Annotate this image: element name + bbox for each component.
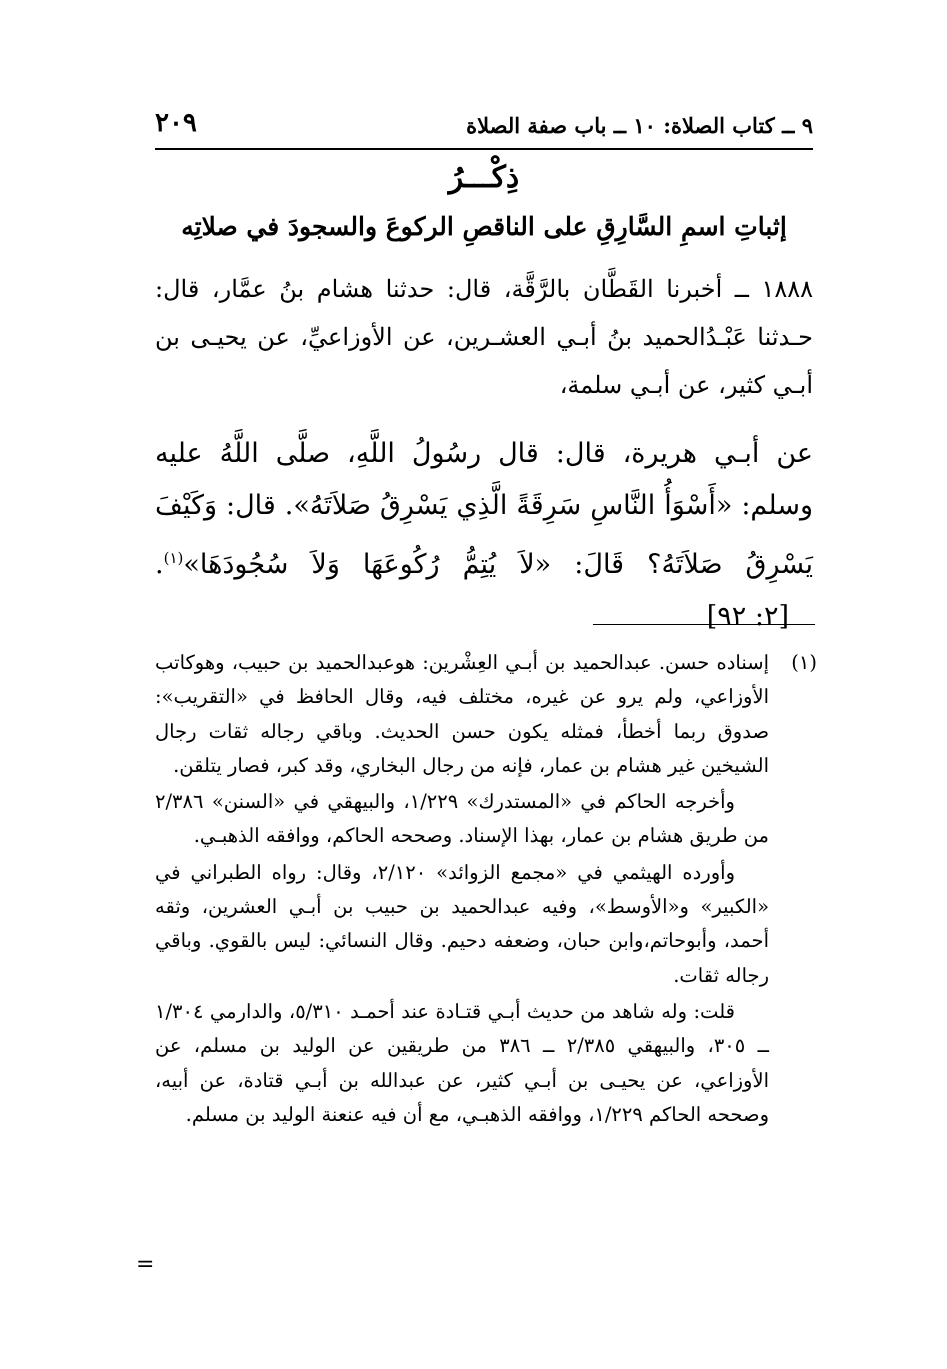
footnotes — [155, 646, 817, 1132]
section-title: إثباتِ اسمِ السَّارِقِ على الناقصِ الركوعَ والسجودَ في صلاتِه — [181, 212, 787, 241]
footnote-paragraph: قلت: وله شاهد من حديث أبـي قتـادة عند أحمـد ٥/٣١٠، والدارمي ١/٣٠٤ ــ ٣٠٥، والبيهقي ٢/٣٨٥ ــ ٣٨٦ من طريقين عن الوليد بن مسلم، عن الأوزاعي، عن يحيـى بن أبـي كثير، عن عبدالله بن أبـي قتادة، عن أبيه، وصححه الحاكم ١/٢٢٩، ووافقه الذهبـي، مع أن فيه عنعنة الوليد بن مسلم. — [155, 999, 769, 1126]
header-divider — [155, 148, 813, 150]
section-label: ذِكْـــرُ — [448, 160, 520, 195]
footnote-divider — [593, 624, 815, 625]
hadith-matn: عن أبـي هريرة، قال: قال رسُولُ اللَّهِ، صلَّى اللَّهُ عليه وسلم: «أَسْوَأُ النَّاسِ سَرِقَةً الَّذِي يَسْرِقُ صَلاَتَهُ». قال: وَكَيْفَ يَسْرِقُ صَلاَتَهُ؟ قَالَ: «لاَ يُتِمُّ رُكُوعَهَا وَلاَ سُجُودَهَا»$^{(١)}$.[٢: ٩٢] — [155, 428, 813, 643]
page-number: ٢٠٩ — [155, 108, 197, 138]
footnote-text: إسناده حسن. عبدالحميد بن أبـي العِشْرين: هوعبدالحميد بن حبيب، وهوكاتب الأوزاعي، ولم يرو عن غيره، مختلف فيه، وقال الحافظ في «التقريب»: صدوق ربما أخطأ، فمثله يكون حسن الحديث. وباقي رجاله ثقات رجال الشيخين غير هشام بن عمار، فإنه من رجال البخاري، وقد كبر، فصار يتلقن. — [155, 651, 769, 777]
footnote-marker: (١) — [791, 651, 817, 674]
running-title: ٩ ــ كتاب الصلاة: ١٠ ــ باب صفة الصلاة — [466, 113, 813, 138]
footnote-paragraph: وأورده الهيثمي في «مجمع الزوائد» ٢/١٢٠، وقال: رواه الطبراني في «الكبير» و«الأوسط»، وفيه عبدالحميد بن حبيب بن أبـي العشرين، وثقه أحمد، وأبوحاتم،وابن حبان، وضعفه دحيم. وقال النسائي: ليس بالقوي. وباقي رجاله ثقات. — [155, 860, 769, 987]
running-head — [155, 98, 813, 138]
footnote-paragraph: وأخرجه الحاكم في «المستدرك» ١/٢٢٩، والبيهقي في «السنن» ٢/٣٨٦ من طريق هشام بن عمار، بهذا الإسناد. وصححه الحاكم، ووافقه الذهبـي. — [155, 790, 769, 848]
hadith-isnad: ١٨٨٨ ــ أخبرنا القَطَّان بالرَّقَّة، قال: حدثنا هشام بنُ عمَّار، قال: حـدثنا عَبْـدُالحميد بنُ أبـي العشـرين، عن الأوزاعيِّ، عن يحيـى بن أبـي كثير، عن أبـي سلمة، — [155, 275, 813, 399]
hadith-reference: [٢: ٩٢] — [706, 601, 789, 632]
footnote-paragraph — [155, 646, 817, 783]
hadith-matn-text: عن أبـي هريرة، قال: قال رسُولُ اللَّهِ، صلَّى اللَّهُ عليه وسلم: «أَسْوَأُ النَّاسِ سَرِقَةً الَّذِي يَسْرِقُ صَلاَتَهُ». قال: وَكَيْفَ يَسْرِقُ صَلاَتَهُ؟ قَالَ: «لاَ يُتِمُّ رُكُوعَهَا وَلاَ سُجُودَهَا» — [155, 438, 813, 580]
continuation-mark: = — [136, 1252, 155, 1277]
footnote-reference: (١) — [163, 549, 184, 567]
